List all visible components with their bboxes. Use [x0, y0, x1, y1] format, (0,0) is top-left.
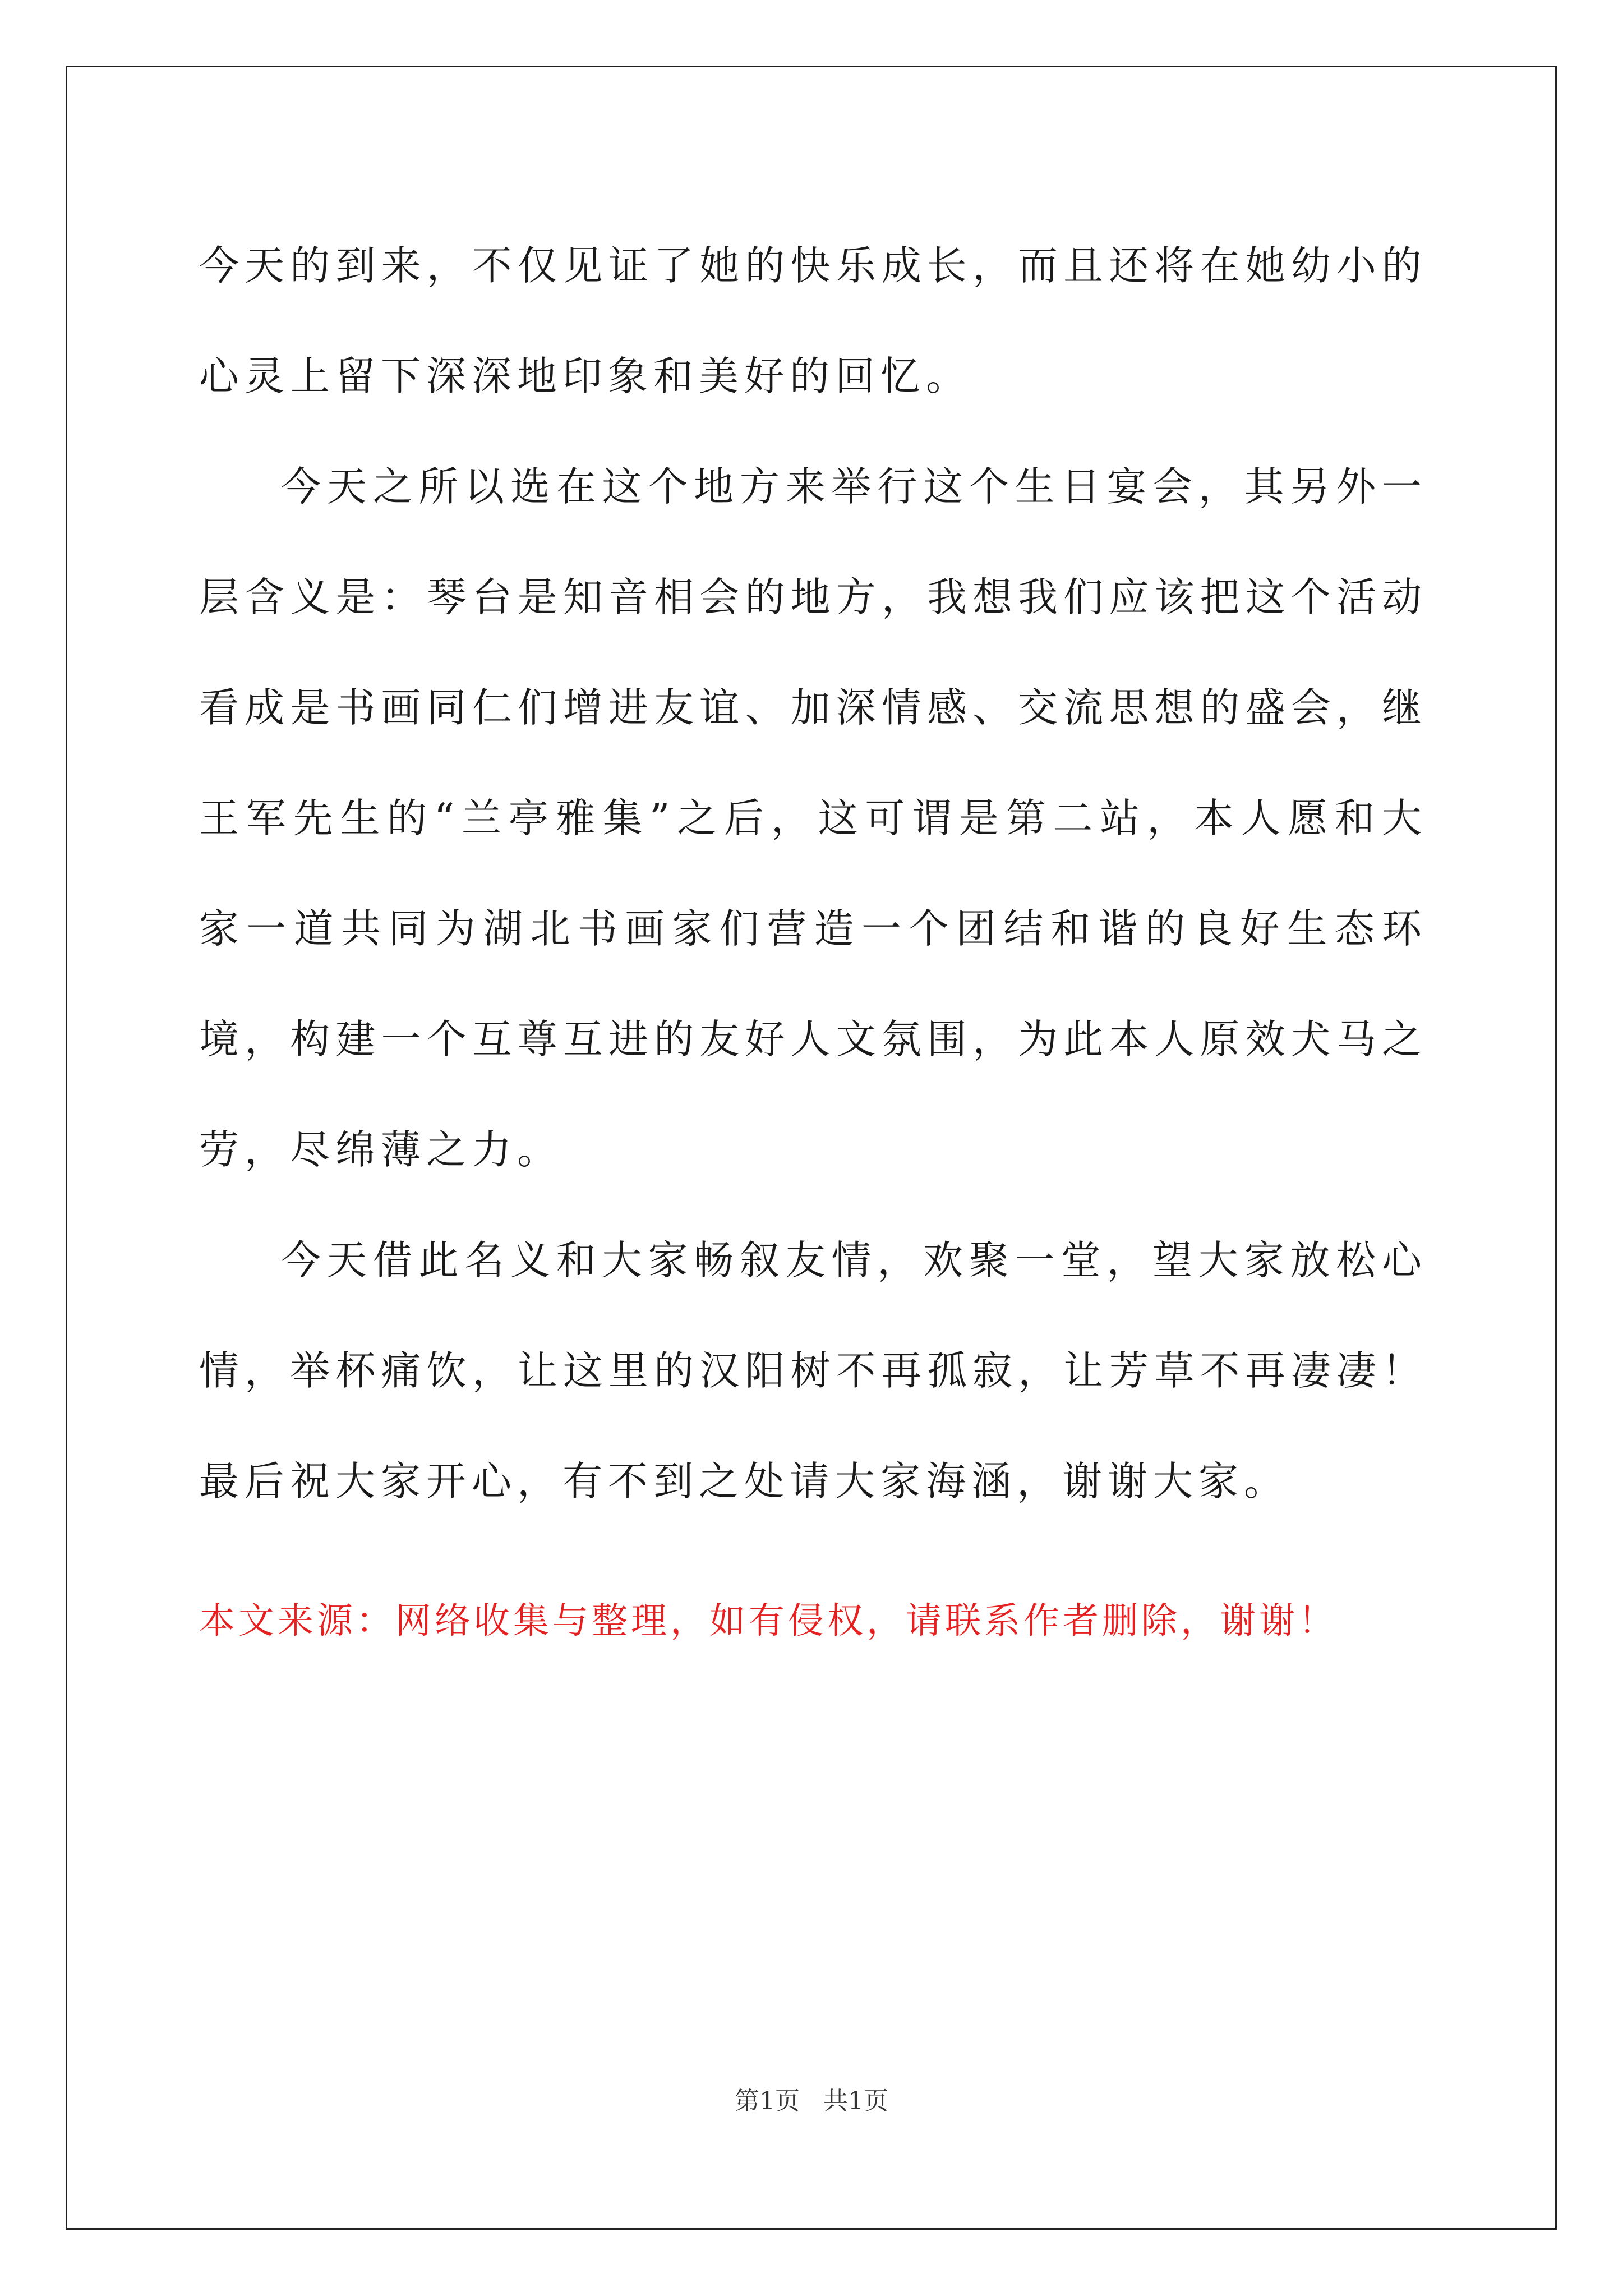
- page-number-footer: 第1页 共1页: [735, 2087, 888, 2115]
- document-body: [199, 210, 1427, 1536]
- source-note: 本文来源：网络收集与整理，如有侵权，请联系作者删除，谢谢！: [199, 1600, 1338, 1642]
- paragraph-3: 今天借此名义和大家畅叙友情，欢聚一堂，望大家放松心情，举杯痛饮，让这里的汉阳树不再孤寂，让芳草不再凄凄！最后祝大家开心，有不到之处请大家海涵，谢谢大家。: [199, 1237, 1427, 1504]
- paragraph-1: 今天的到来，不仅见证了她的快乐成长，而且还将在她幼小的心灵上留下深深地印象和美好的回忆。: [199, 242, 1427, 399]
- paragraph-2: 今天之所以选在这个地方来举行这个生日宴会，其另外一层含义是：琴台是知音相会的地方，我想我们应该把这个活动看成是书画同仁们增进友谊、加深情感、交流思想的盛会，继王军先生的“兰亭雅集”之后，这可谓是第二站，本人愿和大家一道共同为湖北书画家们营造一个团结和谐的良好生态环境，构建一个互尊互进的友好人文氛围，为此本人原效犬马之劳，尽绵薄之力。: [199, 463, 1427, 1173]
